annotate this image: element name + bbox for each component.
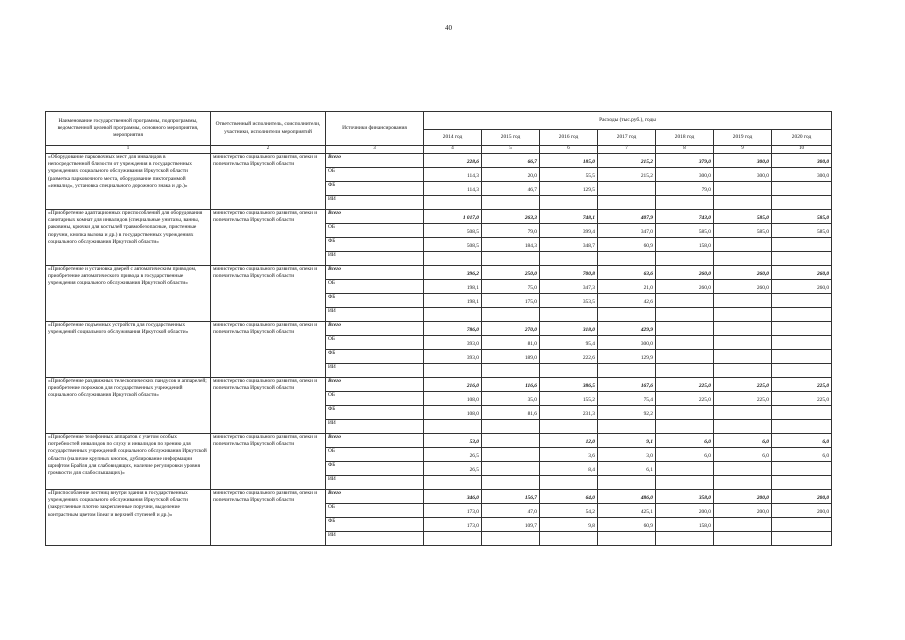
expense-value: [482, 433, 540, 447]
expense-value: [772, 181, 832, 195]
expense-value: 114,3: [424, 181, 482, 195]
header-column-number: 1: [46, 146, 211, 154]
funding-source: Всего: [326, 377, 424, 391]
expense-value: 158,0: [656, 237, 714, 251]
expense-value: [714, 475, 772, 489]
expense-value: 55,5: [540, 167, 598, 181]
expense-value: [424, 419, 482, 433]
expense-value: [714, 293, 772, 307]
expense-value: 6,1: [598, 461, 656, 475]
expense-value: [540, 475, 598, 489]
expense-value: 81,6: [482, 405, 540, 419]
expense-value: [540, 531, 598, 545]
expense-value: [772, 405, 832, 419]
expense-value: [656, 195, 714, 209]
expense-value: [714, 335, 772, 349]
header-year: 2016 год: [540, 130, 598, 146]
header-name: Наименование государственной программы, подпрограммы, ведомственной целевой программы, основного мероприятия, мероприятия: [46, 112, 211, 146]
expense-value: 3,6: [540, 447, 598, 461]
funding-source: ФБ: [326, 181, 424, 195]
expense-value: 200,0: [772, 503, 832, 517]
expense-value: 81,0: [482, 335, 540, 349]
expense-value: 353,5: [540, 293, 598, 307]
expense-value: 200,0: [714, 489, 772, 503]
funding-source: ИИ: [326, 531, 424, 545]
expense-value: 216,0: [424, 377, 482, 391]
funding-source: Всего: [326, 433, 424, 447]
expense-value: 300,0: [598, 335, 656, 349]
expense-value: [540, 307, 598, 321]
expense-value: 399,4: [540, 223, 598, 237]
page-number: 40: [445, 24, 452, 32]
expense-value: [656, 531, 714, 545]
expense-value: 60,9: [598, 237, 656, 251]
funding-source: ОБ: [326, 447, 424, 461]
expense-value: [772, 349, 832, 363]
expense-value: [598, 195, 656, 209]
header-column-number: 10: [772, 146, 832, 154]
funding-source: ФБ: [326, 293, 424, 307]
header-column-number: 2: [211, 146, 326, 154]
expense-value: 215,2: [598, 167, 656, 181]
column-numbers-row: [46, 146, 832, 154]
expense-value: [772, 475, 832, 489]
funding-source: ИИ: [326, 251, 424, 265]
expense-value: 300,0: [714, 153, 772, 167]
expense-value: 300,0: [772, 167, 832, 181]
expense-value: 155,2: [540, 391, 598, 405]
table-row: [46, 209, 832, 223]
expense-value: 47,0: [482, 503, 540, 517]
expense-value: 386,5: [540, 377, 598, 391]
expense-value: 54,2: [540, 503, 598, 517]
expense-value: 486,0: [598, 489, 656, 503]
expense-value: [772, 251, 832, 265]
expense-value: 743,0: [656, 209, 714, 223]
expense-value: 109,7: [482, 517, 540, 531]
expense-value: 175,0: [482, 293, 540, 307]
expense-value: 173,0: [424, 503, 482, 517]
expense-value: [482, 195, 540, 209]
expense-value: 79,0: [482, 223, 540, 237]
funding-source: ИИ: [326, 475, 424, 489]
expense-value: [656, 251, 714, 265]
expense-value: [714, 321, 772, 335]
expense-value: 358,0: [656, 489, 714, 503]
measure-name: «Оборудование парковочных мест для инвалидов в непосредственной близости от учреждения в государственных учреждениях социального обслуживания Иркутской области (разметка парковочного места, оборудование пиктограммой «инвалид», установка специального дорожного знака и др.)»: [46, 153, 211, 209]
expense-value: 225,0: [714, 377, 772, 391]
expense-value: 60,9: [598, 517, 656, 531]
expense-value: [482, 461, 540, 475]
expense-value: [714, 251, 772, 265]
expense-value: [714, 405, 772, 419]
funding-source: ФБ: [326, 405, 424, 419]
expense-value: [598, 531, 656, 545]
expense-value: 9,1: [598, 433, 656, 447]
expense-value: 228,6: [424, 153, 482, 167]
expense-value: [424, 307, 482, 321]
expense-value: [598, 419, 656, 433]
expense-value: 158,0: [656, 517, 714, 531]
expense-value: 379,0: [656, 153, 714, 167]
expense-value: 6,0: [714, 433, 772, 447]
expense-value: 260,0: [772, 279, 832, 293]
expense-value: 215,2: [598, 153, 656, 167]
funding-source: Всего: [326, 209, 424, 223]
expense-value: 198,1: [424, 293, 482, 307]
expense-value: [656, 293, 714, 307]
table-row: [46, 265, 832, 279]
measure-name: «Приобретение адаптационных приспособлений для оборудования санитарных комнат для инвалидов (специальные унитазы, ванны, раковины, крючки для костылей травмобезопасные, пристенные поручни, кнопка вызова и др.) в государственных учреждениях социального обслуживания Иркутской области»: [46, 209, 211, 265]
table-row: [46, 377, 832, 391]
funding-source: Всего: [326, 153, 424, 167]
expense-value: [714, 419, 772, 433]
expense-value: 6,0: [656, 447, 714, 461]
expense-value: 53,0: [424, 433, 482, 447]
expense-value: [714, 237, 772, 251]
expense-value: 270,0: [482, 321, 540, 335]
expense-value: 184,3: [482, 237, 540, 251]
expense-value: 75,0: [482, 279, 540, 293]
expense-value: [772, 293, 832, 307]
expense-value: [482, 531, 540, 545]
expense-value: 260,0: [772, 265, 832, 279]
measure-executor: министерство социального развития, опеки и попечительства Иркутской области: [211, 433, 326, 489]
expense-value: 429,9: [598, 321, 656, 335]
expense-value: 585,0: [714, 223, 772, 237]
funding-source: ОБ: [326, 223, 424, 237]
expense-value: 347,3: [540, 279, 598, 293]
measure-executor: министерство социального развития, опеки и попечительства Иркутской области: [211, 489, 326, 545]
expense-value: 260,0: [714, 279, 772, 293]
expense-value: [656, 475, 714, 489]
funding-source: ФБ: [326, 517, 424, 531]
expense-value: 12,0: [540, 433, 598, 447]
expense-value: 26,5: [424, 461, 482, 475]
expense-value: 200,0: [656, 503, 714, 517]
expense-value: 92,2: [598, 405, 656, 419]
expense-value: [714, 461, 772, 475]
expense-value: 6,0: [656, 433, 714, 447]
header-column-number: 8: [656, 146, 714, 154]
header-column-number: 7: [598, 146, 656, 154]
expense-value: [598, 363, 656, 377]
funding-source: ИИ: [326, 363, 424, 377]
expense-value: [772, 321, 832, 335]
expense-value: [714, 195, 772, 209]
expense-value: 585,0: [772, 223, 832, 237]
funding-source: ИИ: [326, 419, 424, 433]
expense-value: 225,0: [772, 377, 832, 391]
expense-value: 346,0: [424, 489, 482, 503]
funding-source: Всего: [326, 489, 424, 503]
expense-value: [714, 181, 772, 195]
funding-source: ФБ: [326, 461, 424, 475]
expense-value: 225,0: [656, 377, 714, 391]
expense-value: 42,6: [598, 293, 656, 307]
measure-name: «Приобретение раздвижных телескопических пандусов и аппарелей; приобретение порожков для государственных учреждений социального обслуживания Иркутской области»: [46, 377, 211, 433]
expense-value: [424, 251, 482, 265]
expense-value: [424, 531, 482, 545]
header-executor: Ответственный исполнитель, соисполнители, участники, исполнители мероприятий: [211, 112, 326, 146]
expense-value: 300,0: [772, 153, 832, 167]
expense-value: [598, 307, 656, 321]
expense-value: [772, 307, 832, 321]
expense-value: [772, 517, 832, 531]
expense-value: [656, 349, 714, 363]
header-year: 2017 год: [598, 130, 656, 146]
expense-value: 9,8: [540, 517, 598, 531]
expense-value: 79,0: [656, 181, 714, 195]
expense-value: 222,6: [540, 349, 598, 363]
expense-value: [598, 251, 656, 265]
expense-value: [656, 363, 714, 377]
expense-value: 260,0: [656, 279, 714, 293]
expense-value: 585,0: [772, 209, 832, 223]
table-row: [46, 433, 832, 447]
header-column-number: 3: [326, 146, 424, 154]
expense-value: 393,0: [424, 349, 482, 363]
expense-value: [540, 419, 598, 433]
header-column-number: 6: [540, 146, 598, 154]
expense-value: [656, 461, 714, 475]
header-year: 2020 год: [772, 130, 832, 146]
expense-value: 396,2: [424, 265, 482, 279]
expense-value: 585,0: [714, 209, 772, 223]
expense-value: [772, 419, 832, 433]
header-source: Источники финансирования: [326, 112, 424, 146]
expense-value: [482, 475, 540, 489]
expense-value: [598, 181, 656, 195]
funding-source: ИИ: [326, 195, 424, 209]
expense-value: [714, 349, 772, 363]
funding-source: Всего: [326, 265, 424, 279]
expense-value: 6,0: [714, 447, 772, 461]
expense-value: [482, 419, 540, 433]
expense-value: [656, 321, 714, 335]
expense-value: [424, 195, 482, 209]
expense-value: 348,7: [540, 237, 598, 251]
expense-value: [540, 363, 598, 377]
expense-value: [656, 335, 714, 349]
funding-source: ОБ: [326, 391, 424, 405]
measure-executor: министерство социального развития, опеки и попечительства Иркутской области: [211, 153, 326, 209]
funding-source: ОБ: [326, 335, 424, 349]
expense-value: 116,6: [482, 377, 540, 391]
header-column-number: 4: [424, 146, 482, 154]
expense-value: [772, 461, 832, 475]
expense-value: 173,0: [424, 517, 482, 531]
expense-value: 200,0: [772, 489, 832, 503]
expense-value: 318,0: [540, 321, 598, 335]
expenses-table: [45, 111, 832, 546]
expense-value: 75,4: [598, 391, 656, 405]
header-year: 2014 год: [424, 130, 482, 146]
expense-value: 347,0: [598, 223, 656, 237]
expense-value: 108,0: [424, 405, 482, 419]
expense-value: [656, 307, 714, 321]
expense-value: 231,3: [540, 405, 598, 419]
expense-value: 260,0: [714, 265, 772, 279]
measure-name: «Приобретение и установка дверей с автоматическим приводом, приобретение автоматического привода в государственные учреждения социального обслуживания Иркутской области»: [46, 265, 211, 321]
funding-source: ОБ: [326, 279, 424, 293]
funding-source: ИИ: [326, 307, 424, 321]
header-year: 2015 год: [482, 130, 540, 146]
expense-value: 6,0: [772, 433, 832, 447]
table-row: [46, 489, 832, 503]
expense-value: [424, 363, 482, 377]
expense-value: 6,0: [772, 447, 832, 461]
expense-value: 20,0: [482, 167, 540, 181]
expense-value: 225,0: [656, 391, 714, 405]
measure-name: «Приобретение подъемных устройств для государственных учреждений социального обслуживания Иркутской области»: [46, 321, 211, 377]
expense-value: [598, 475, 656, 489]
header-year: 2019 год: [714, 130, 772, 146]
expense-value: [482, 307, 540, 321]
expense-value: [714, 363, 772, 377]
expense-value: 167,6: [598, 377, 656, 391]
funding-source: Всего: [326, 321, 424, 335]
expense-value: 1 017,0: [424, 209, 482, 223]
expense-value: 63,6: [598, 265, 656, 279]
expense-value: 185,0: [540, 153, 598, 167]
expense-value: [772, 363, 832, 377]
expense-value: [482, 363, 540, 377]
expense-value: 585,0: [656, 223, 714, 237]
header-column-number: 9: [714, 146, 772, 154]
expense-value: 300,0: [656, 167, 714, 181]
expense-value: [424, 475, 482, 489]
expense-value: 260,0: [656, 265, 714, 279]
expense-value: 156,7: [482, 489, 540, 503]
funding-source: ФБ: [326, 349, 424, 363]
expense-value: 200,0: [714, 503, 772, 517]
expense-value: [656, 405, 714, 419]
expense-value: 189,0: [482, 349, 540, 363]
expense-value: [656, 419, 714, 433]
measure-executor: министерство социального развития, опеки и попечительства Иркутской области: [211, 209, 326, 265]
expense-value: [714, 307, 772, 321]
expense-value: [482, 251, 540, 265]
measure-name: «Приобретение телефонных аппаратов с учетом особых потребностей инвалидов по слуху и инвалидов по зрению для государственных учреждений социального обслуживания Иркутской области (наличие крупных кнопок, дублирование информации шрифтом Брайля для слабовидящих, наличие регулировки уровня громкости для слабослышащих)»: [46, 433, 211, 489]
expense-value: 225,0: [772, 391, 832, 405]
expense-value: 66,7: [482, 153, 540, 167]
expense-value: [772, 195, 832, 209]
header-expenses: Расходы (тыс.руб.), годы: [424, 112, 832, 130]
expense-value: [772, 335, 832, 349]
expense-value: 508,5: [424, 237, 482, 251]
expense-value: 748,1: [540, 209, 598, 223]
expense-value: 508,5: [424, 223, 482, 237]
expense-value: 407,9: [598, 209, 656, 223]
expense-value: 46,7: [482, 181, 540, 195]
expense-value: 21,0: [598, 279, 656, 293]
expense-value: 95,4: [540, 335, 598, 349]
expense-value: [772, 531, 832, 545]
expense-value: 198,1: [424, 279, 482, 293]
expense-value: 129,5: [540, 181, 598, 195]
measure-executor: министерство социального развития, опеки и попечительства Иркутской области: [211, 265, 326, 321]
expense-value: 114,3: [424, 167, 482, 181]
expense-value: [540, 251, 598, 265]
expense-value: 129,9: [598, 349, 656, 363]
expense-value: 786,0: [424, 321, 482, 335]
expense-value: 225,0: [714, 391, 772, 405]
expense-value: [772, 237, 832, 251]
measure-executor: министерство социального развития, опеки и попечительства Иркутской области: [211, 321, 326, 377]
header-column-number: 5: [482, 146, 540, 154]
funding-source: ФБ: [326, 237, 424, 251]
expense-value: 300,0: [714, 167, 772, 181]
table-row: [46, 153, 832, 167]
expense-value: 35,0: [482, 391, 540, 405]
funding-source: ОБ: [326, 503, 424, 517]
expense-value: 700,8: [540, 265, 598, 279]
expense-value: 26,5: [424, 447, 482, 461]
expense-value: 108,0: [424, 391, 482, 405]
expense-value: 8,4: [540, 461, 598, 475]
expense-value: [540, 195, 598, 209]
measure-executor: министерство социального развития, опеки и попечительства Иркутской области: [211, 377, 326, 433]
expense-value: 425,1: [598, 503, 656, 517]
expense-value: 250,0: [482, 265, 540, 279]
expense-value: [714, 531, 772, 545]
funding-source: ОБ: [326, 167, 424, 181]
table-row: [46, 321, 832, 335]
expense-value: 3,0: [598, 447, 656, 461]
measure-name: «Приспособление лестниц внутри здания в государственных учреждениях социального обслуживания Иркутской области (закругленные плотно закрепленные поручни, выделение контрастным цветом linear и верхней ступеней и др.)»: [46, 489, 211, 545]
expense-value: 393,0: [424, 335, 482, 349]
expense-value: [482, 447, 540, 461]
expense-value: 64,0: [540, 489, 598, 503]
expense-value: 263,3: [482, 209, 540, 223]
expense-value: [714, 517, 772, 531]
header-year: 2018 год: [656, 130, 714, 146]
